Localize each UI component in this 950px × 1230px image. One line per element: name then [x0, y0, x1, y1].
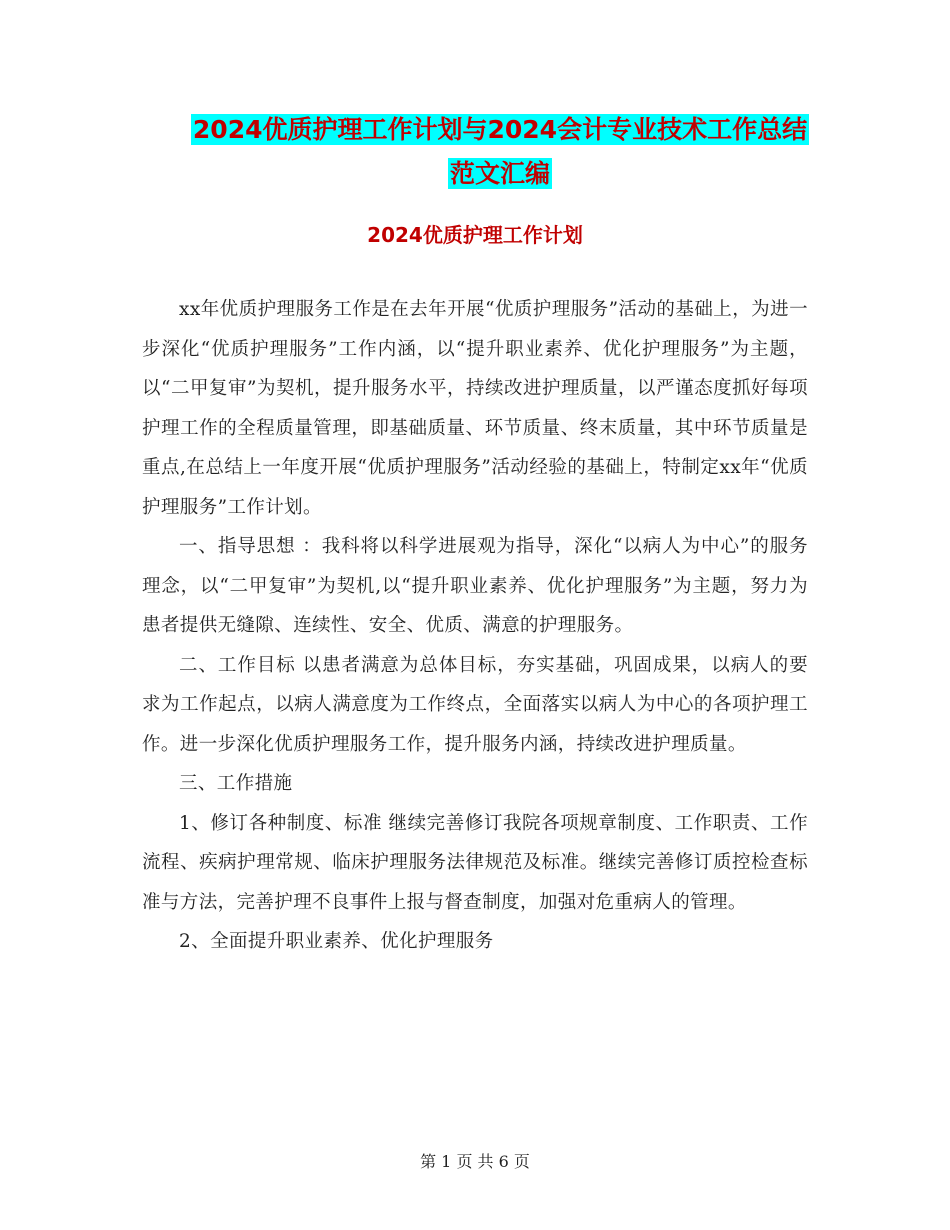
paragraph-work-measures-heading: 三、工作措施 — [179, 773, 293, 794]
paragraph-work-goals: 二、工作目标 以患者满意为总体目标，夯实基础，巩固成果，以病人的要求为工作起点，以病人满意度为工作终点，全面落实以病人为中心的各项护理工作。进一步深化优质护理服务工作，提升服务内涵，持续改进护理质量。 — [142, 654, 808, 755]
document-body — [142, 290, 808, 962]
paragraph-guiding-ideology: 一、指导思想 ：我科将以科学进展观为指导，深化“以病人为中心”的服务理念，以“二甲复审”为契机,以“提升职业素养、优化护理服务”为主题，努力为患者提供无缝隙、连续性、安全、优质、满意的护理服务。 — [142, 536, 808, 636]
paragraph-measure-2: 2、全面提升职业素养、优化护理服务 — [179, 931, 494, 952]
paragraph-intro: xx年优质护理服务工作是在去年开展“优质护理服务”活动的基础上，为进一步深化“优质护理服务”工作内涵，以“提升职业素养、优化护理服务”为主题，以“二甲复审”为契机，提升服务水平，持续改进护理质量，以严谨态度抓好每项护理工作的全程质量管理，即基础质量、环节质量、终末质量，其中环节质量是重点,在总结上一年度开展“优质护理服务”活动经验的基础上，特制定xx年“优质护理服务”工作计划。 — [142, 299, 808, 518]
document-title-line-1: 2024优质护理工作计划与2024会计专业技术工作总结 — [192, 115, 808, 144]
document-title — [140, 108, 860, 196]
document-title-line-2: 范文汇编 — [449, 159, 550, 188]
section-title: 2024优质护理工作计划 — [367, 223, 583, 247]
paragraph-measure-1: 1、修订各种制度、标准 继续完善修订我院各项规章制度、工作职责、工作流程、疾病护理常规、临床护理服务法律规范及标准。继续完善修订质控检查标准与方法，完善护理不良事件上报与督查制度，加强对危重病人的管理。 — [142, 812, 808, 913]
page-footer: 第 1 页 共 6 页 — [420, 1152, 530, 1171]
